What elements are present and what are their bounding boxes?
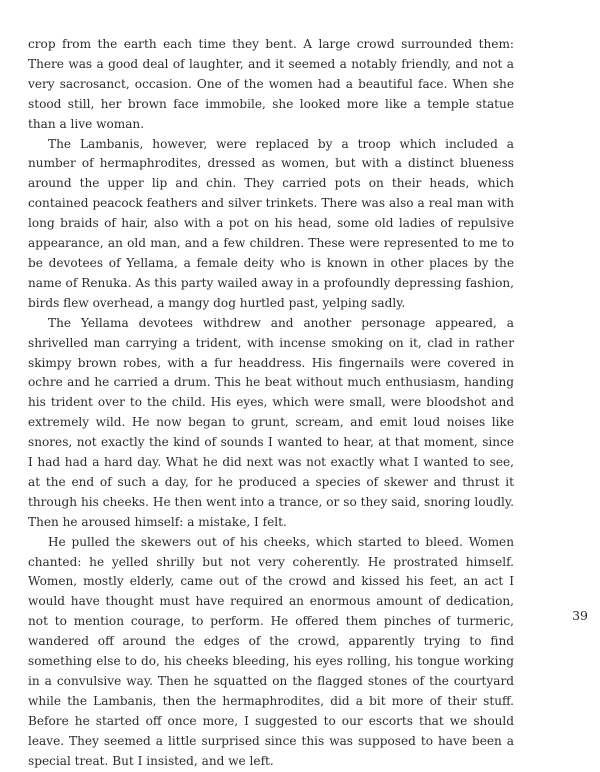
paragraph-4: He pulled the skewers out of his cheeks, which started to bleed. Women chanted: he yelled shrilly but not very coherently. He prostrated himself. Women, mostly elderly, came out of the crowd and kissed his feet, an act I would have thought must have required an enormous amount of dedication, not to mention courage, to perform. He offered them pinches of turmeric, wandered off around the edges of the crowd, apparently trying to find something else to do, his cheeks bleeding, his eyes rolling, his tongue working in a convulsive way. Then he squatted on the flagged stones of the courtyard while the Lambanis, then the hermaphrodites, did a bit more of their stuff. Before he started off once more, I suggested to our escorts that we should leave. They seemed a little surprised since this was supposed to have been a special treat. But I insisted, and we left. <box>28 534 514 768</box>
page-number: 39 <box>572 608 588 623</box>
paragraph-1: crop from the earth each time they bent. A large crowd surrounded them: There was a good deal of laughter, and it seemed a notably friendly, and not a very sacrosanct, occasion. One of the women had a beautiful face. When she stood still, her brown face immobile, she looked more like a temple statue than a live woman. <box>28 37 514 131</box>
paragraph-3: The Yellama devotees withdrew and another personage appeared, a shrivelled man carrying a trident, with incense smoking on it, clad in rather skimpy brown robes, with a fur headdress. His fingernails were covered in ochre and he carried a drum. This he beat without much enthusiasm, handing his trident over to the child. His eyes, which were small, were bloodshot and extremely wild. He now began to grunt, scream, and emit loud noises like snores, not exactly the kind of sounds I wanted to hear, at that moment, since I had had a hard day. What he did next was not exactly what I wanted to see, at the end of such a day, for he produced a species of skewer and thrust it through his cheeks. He then went into a trance, or so they said, snoring loudly. Then he aroused himself: a mistake, I felt. <box>28 315 514 529</box>
paragraph-2: The Lambanis, however, were replaced by a troop which included a number of hermaphrodites, dressed as women, but with a distinct blueness around the upper lip and chin. They carried pots on their heads, which contained peacock feathers and silver trinkets. There was also a real man with long braids of hair, also with a pot on his head, some old ladies of repulsive appearance, an old man, and a few children. These were represented to me to be devotees of Yellama, a female deity who is known in other places by the name of Renuka. As this party wailed away in a profoundly depressing fashion, birds flew overhead, a mangy dog hurtled past, yelping sadly. <box>28 136 514 310</box>
body-text <box>28 35 514 772</box>
